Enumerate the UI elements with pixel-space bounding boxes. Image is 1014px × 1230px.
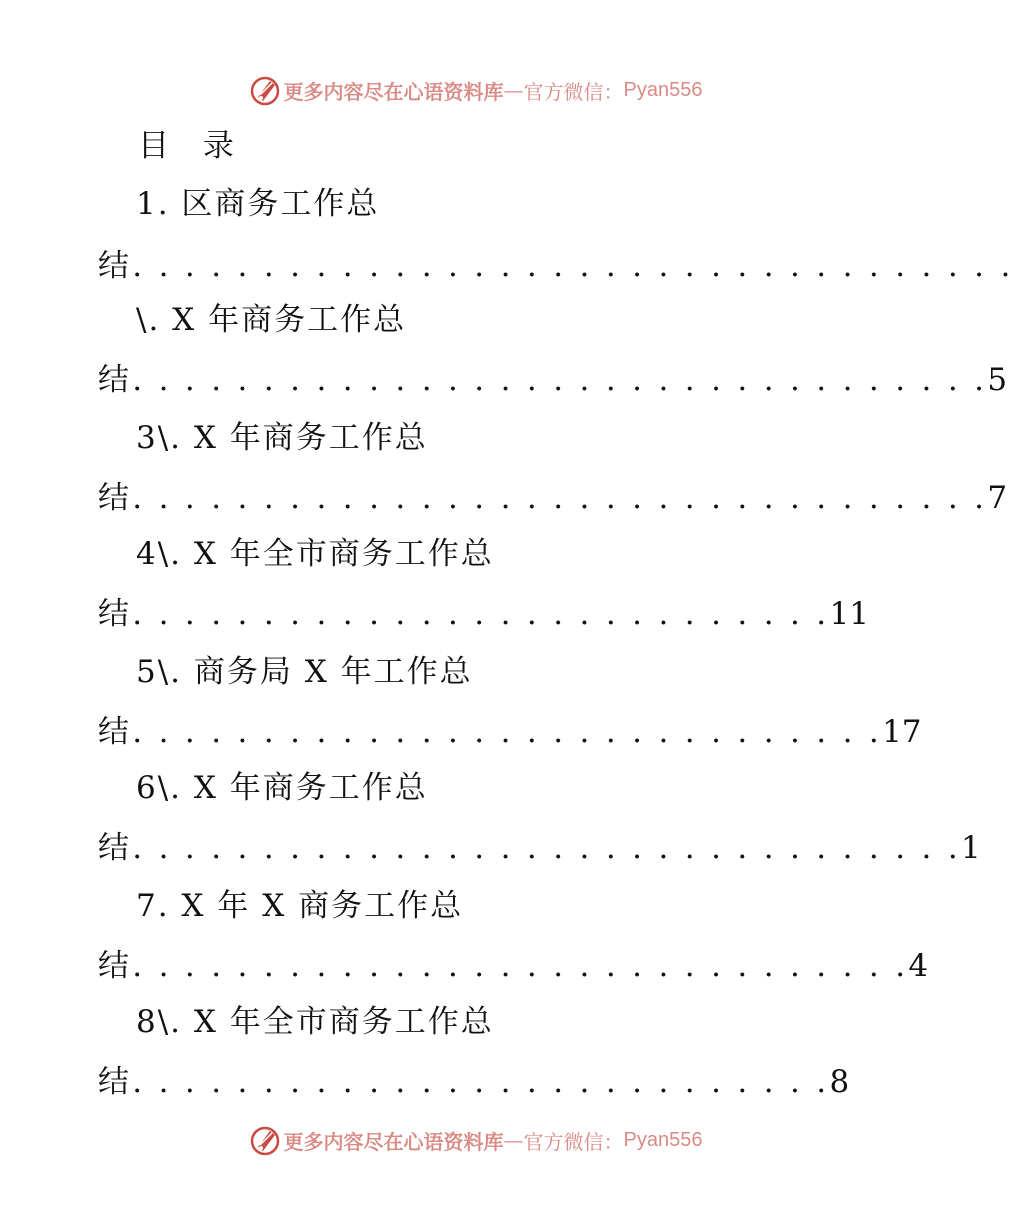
toc-entry-title[interactable]: 5\. 商务局 X 年工作总	[136, 654, 473, 690]
toc-entry-leader[interactable]	[98, 592, 869, 636]
toc-entry-title[interactable]: 1. 区商务工作总	[136, 186, 380, 222]
toc-leader-dots: 结. . . . . . . . . . . . . . . . . . . . . . . . . . .	[98, 1064, 830, 1100]
toc-leader-dots: 结. . . . . . . . . . . . . . . . . . . . . . . . . . . . . . . .	[98, 830, 962, 866]
pen-nib-logo-icon	[248, 1123, 282, 1157]
toc-page-number: 7	[987, 480, 1008, 516]
toc-page-number: 5	[987, 362, 1008, 398]
toc-leader-dots: 结. . . . . . . . . . . . . . . . . . . . . . . . . . . . . . . . . .	[98, 248, 1014, 284]
toc-page-number: 11	[829, 596, 869, 632]
watermark-dash: —	[503, 1128, 524, 1152]
watermark-banner-top	[0, 70, 950, 110]
toc-entry-leader[interactable]	[98, 1060, 849, 1104]
toc-entry-leader[interactable]	[98, 358, 1007, 402]
watermark-banner-bottom	[0, 1120, 950, 1160]
toc-leader-dots: 结. . . . . . . . . . . . . . . . . . . . . . . . . . .	[98, 596, 830, 632]
toc-leader-dots: 结. . . . . . . . . . . . . . . . . . . . . . . . . . . . . . . . .	[98, 480, 988, 516]
toc-entry-title[interactable]: 3\. X 年商务工作总	[136, 420, 428, 456]
toc-entry-title[interactable]: 8\. X 年全市商务工作总	[136, 1004, 494, 1040]
pen-nib-logo-icon	[248, 73, 282, 107]
watermark-id-text: Pyan556	[623, 78, 703, 101]
toc-entry-leader[interactable]	[98, 476, 1007, 520]
toc-page-number: 4	[908, 948, 929, 984]
toc-entry-title[interactable]: \. X 年商务工作总	[136, 302, 407, 338]
watermark-id-text: Pyan556	[623, 1128, 703, 1151]
watermark-sub-text: 官方微信：	[523, 1129, 624, 1154]
toc-title: 目 录	[138, 128, 246, 164]
toc-entry-title[interactable]: 4\. X 年全市商务工作总	[136, 536, 494, 572]
watermark-main-text: 更多内容尽在心语资料库	[283, 79, 504, 104]
toc-leader-dots: 结. . . . . . . . . . . . . . . . . . . . . . . . . . . . .	[98, 714, 883, 750]
toc-page-number: 8	[829, 1064, 850, 1100]
toc-entry-title[interactable]: 7. X 年 X 商务工作总	[136, 888, 464, 924]
toc-page-number: 17	[882, 714, 922, 750]
watermark-sub-text: 官方微信：	[523, 79, 624, 104]
toc-leader-dots: 结. . . . . . . . . . . . . . . . . . . . . . . . . . . . . . . . .	[98, 362, 988, 398]
toc-entry-leader[interactable]	[98, 826, 981, 870]
watermark-main-text: 更多内容尽在心语资料库	[283, 1129, 504, 1154]
toc-page-number: 1	[961, 830, 981, 866]
toc-leader-dots: 结. . . . . . . . . . . . . . . . . . . . . . . . . . . . . .	[98, 948, 909, 984]
toc-entry-leader[interactable]	[98, 710, 922, 754]
watermark-dash: —	[503, 78, 524, 102]
toc-entry-leader[interactable]	[98, 944, 928, 988]
toc-entry-leader[interactable]	[98, 244, 1014, 288]
toc-entry-title[interactable]: 6\. X 年商务工作总	[136, 770, 428, 806]
